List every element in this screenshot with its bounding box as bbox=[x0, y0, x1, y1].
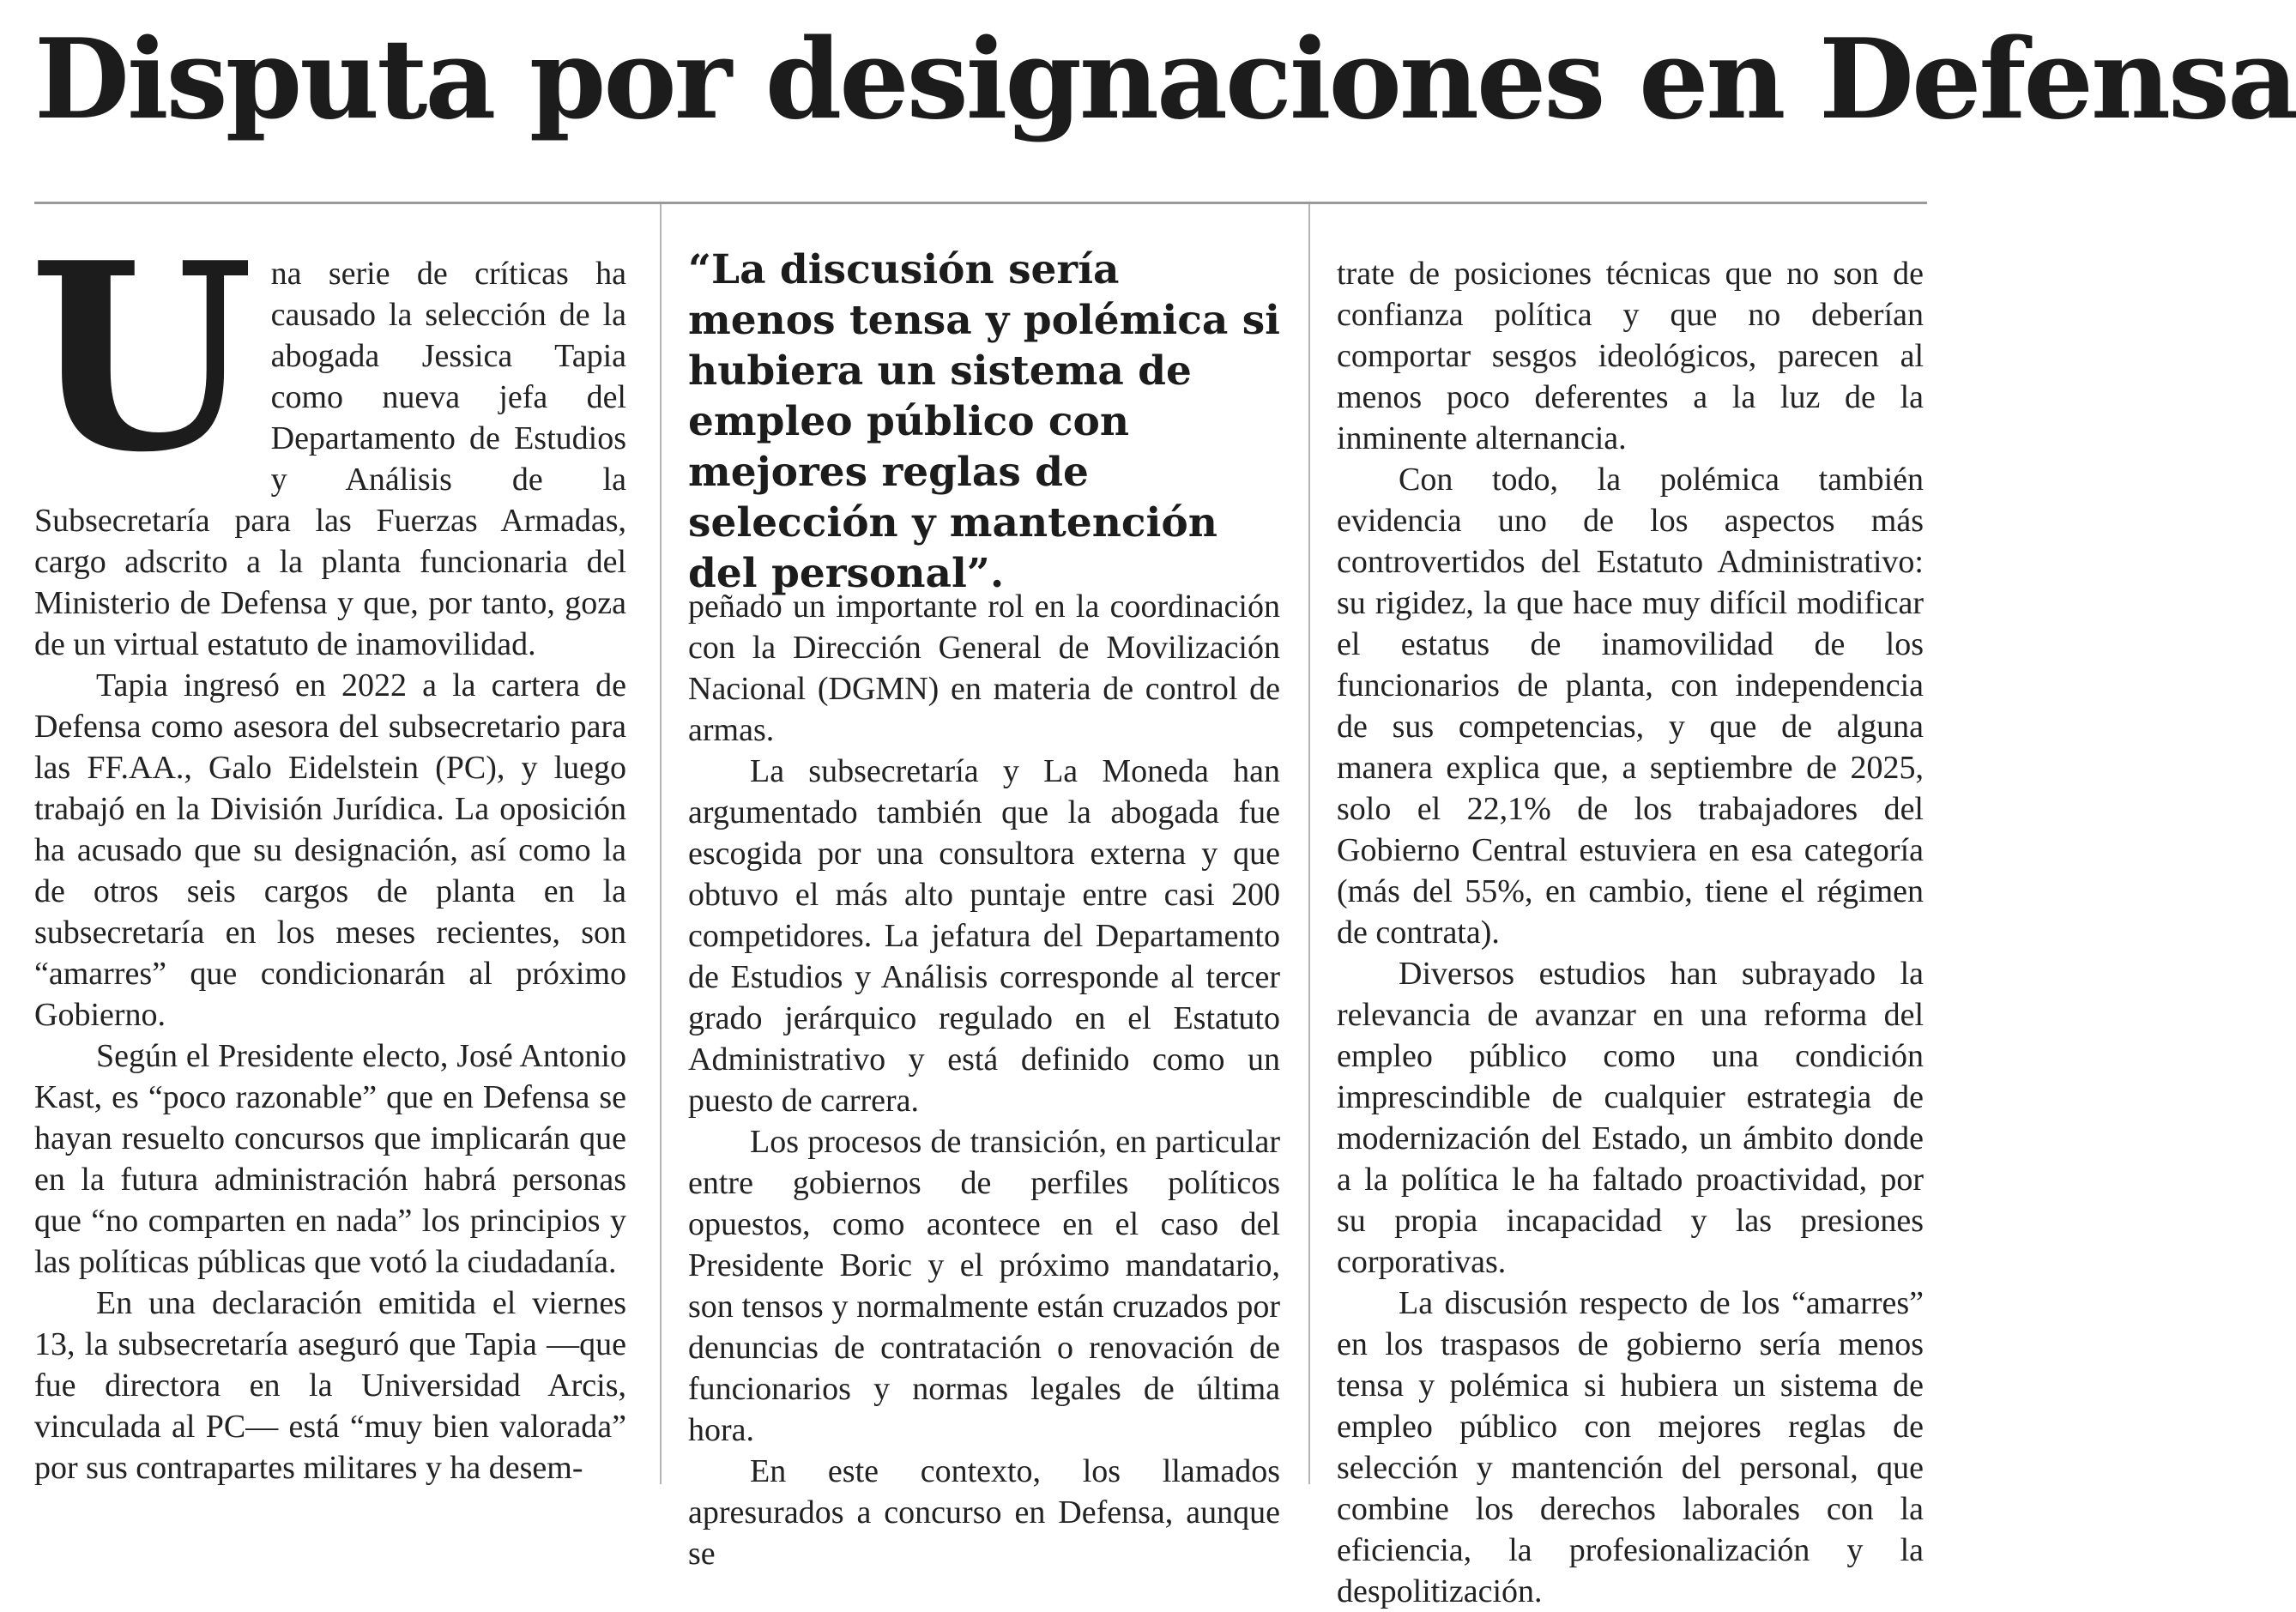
paragraph: peñado un importante rol en la coordinación con la Dirección General de Movilización Nacional (DGMN) en materia de control de armas. bbox=[688, 589, 1280, 748]
headline: Disputa por designaciones en Defensa bbox=[34, 15, 2296, 144]
column-divider-1 bbox=[660, 204, 662, 1484]
paragraph: Con todo, la polémica también evidencia uno de los aspectos más controvertidos del Estatuto Administrativo: su rigidez, la que hace muy difícil modificar el estatus de inamovilidad de los funcionarios de planta, con independencia de sus competencias, y que de alguna manera explica que, a septiembre de 2025, solo el 22,1% de los trabajadores del Gobierno Central estuviera en esa categoría (más del 55%, en cambio, tiene el régimen de contrata). bbox=[1337, 462, 1924, 951]
column-divider-2 bbox=[1308, 204, 1310, 1484]
paragraph: En una declaración emitida el viernes 13, la subsecretaría aseguró que Tapia —que fue directora en la Universidad Arcis, vinculada al PC— está “muy bien valorada” por sus contrapartes militares y ha desem- bbox=[34, 1285, 626, 1486]
column-1 bbox=[29, 206, 626, 1488]
paragraph: La subsecretaría y La Moneda han argumentado también que la abogada fue escogida por una consultora externa y que obtuvo el más alto puntaje entre casi 200 competidores. La jefatura del Departamento de Estudios y Análisis corresponde al tercer grado jerárquico regulado en el Estatuto Administrativo y está definido como un puesto de carrera. bbox=[688, 753, 1280, 1119]
paragraph: La discusión respecto de los “amarres” en los traspasos de gobierno sería menos tensa y polémica si hubiera un sistema de empleo público con mejores reglas de selección y mantención del personal, que combine los derechos laborales con la eficiencia, la profesionalización y la despolitización. bbox=[1337, 1285, 1924, 1609]
paragraph: Diversos estudios han subrayado la relevancia de avanzar en una reforma del empleo público como una condición imprescindible de cualquier estrategia de modernización del Estado, un ámbito donde a la política le ha faltado proactividad, por su propia incapacidad y las presiones corporativas. bbox=[1337, 956, 1924, 1280]
paragraph: Tapia ingresó en 2022 a la cartera de Defensa como asesora del subsecretario para las FF.AA., Galo Eidelstein (PC), y luego trabajó en la División Jurídica. La oposición ha acusado que su designación, así como la de otros seis cargos de planta en la subsecretaría en los meses recientes, son “amarres” que condicionarán al próximo Gobierno. bbox=[34, 667, 626, 1033]
column-2 bbox=[688, 586, 1280, 1574]
paragraph: Según el Presidente electo, José Antonio Kast, es “poco razonable” que en Defensa se hayan resuelto concursos que implicarán que en la futura administración habrá personas que “no comparten en nada” los principios y las políticas públicas que votó la ciudadanía. bbox=[34, 1038, 626, 1280]
paragraph: trate de posiciones técnicas que no son de confianza política y que no deberían comportar sesgos ideológicos, parecen al menos poco deferentes a la luz de la inminente alternancia. bbox=[1337, 256, 1924, 456]
paragraph: Los procesos de transición, en particular entre gobiernos de perfiles políticos opuestos, como acontece en el caso del Presidente Boric y el próximo mandatario, son tensos y normalmente están cruzados por denuncias de contratación o renovación de funcionarios y normas legales de última hora. bbox=[688, 1124, 1280, 1448]
pull-quote: “La discusión sería menos tensa y polémica si hubiera un sistema de empleo público con mejores reglas de selección y mantención del personal”. bbox=[688, 246, 1281, 597]
paragraph: En este contexto, los llamados apresurados a concurso en Defensa, aunque se bbox=[688, 1453, 1280, 1572]
column-3 bbox=[1337, 253, 1924, 1612]
drop-cap: U bbox=[29, 206, 254, 509]
paragraph-lead: na serie de críticas ha causado la selección de la abogada Jessica Tapia como nueva jefa del Departamento de Estudios y Análisis de la Subsecretaría para las Fuerzas Armadas, cargo adscrito a la planta funcionaria del Ministerio de Defensa y que, por tanto, goza de un virtual estatuto de inamovilidad. bbox=[34, 256, 626, 662]
headline-rule bbox=[34, 202, 1927, 204]
